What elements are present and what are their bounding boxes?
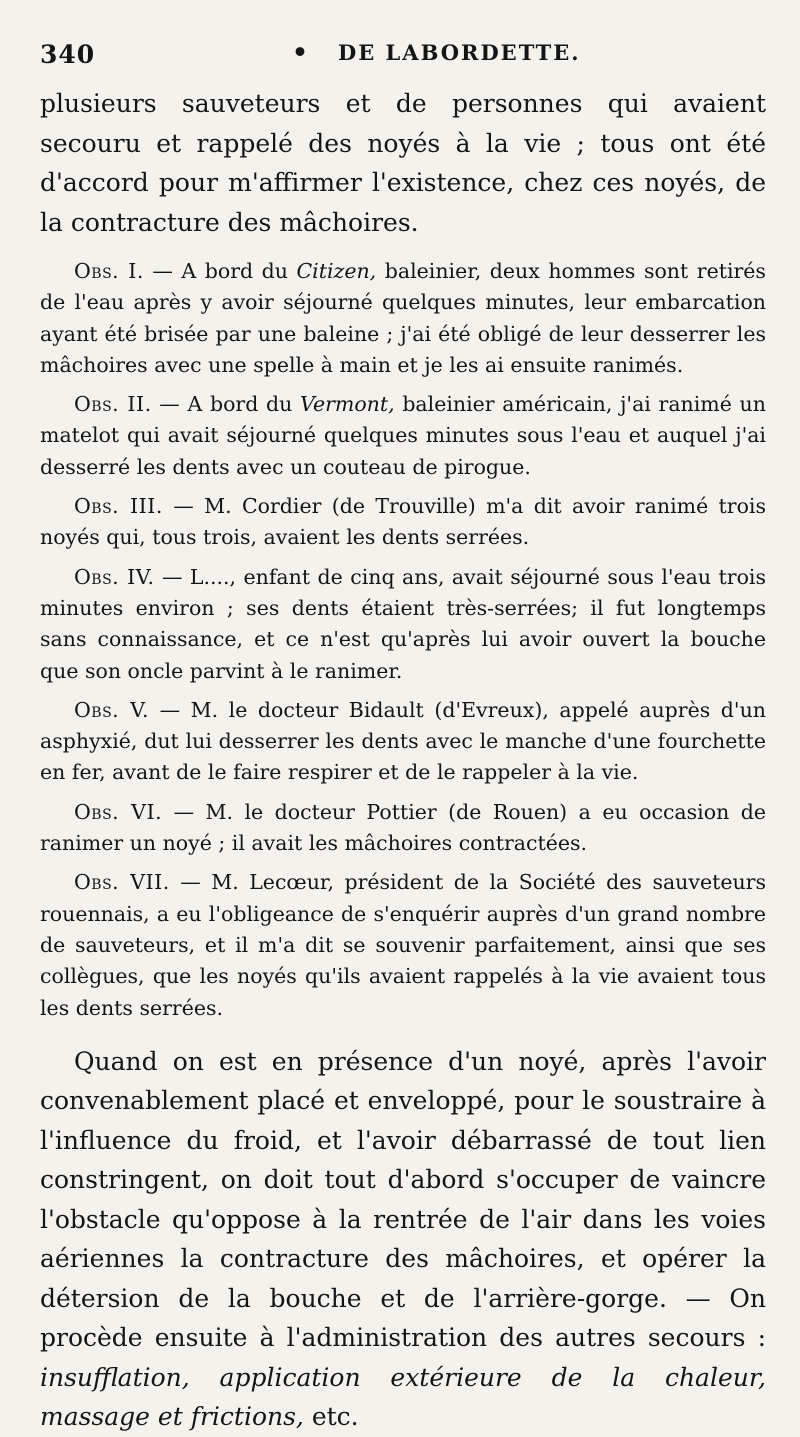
running-header <box>40 40 780 76</box>
observation-text: — M. Cordier (de Trouville) m'a dit avoir ranimé trois noyés qui, tous trois, avaient les dents serrées. <box>40 494 767 550</box>
observation-text: baleinier américain, j'ai ranimé un matelot qui avait séjourné quelques minutes sous l'eau et auquel j'ai desserré les dents avec un couteau de pirogue. <box>40 392 766 479</box>
observation-label: Obs. VII. <box>74 870 170 895</box>
observation-text: — M. le docteur Bidault (d'Evreux), appelé auprès d'un asphyxié, dut lui desserrer les dents avec le manche d'une fourchette en fer, avant de le faire respirer et de le rappeler à la vie. <box>40 697 766 785</box>
observation-3 <box>40 491 766 554</box>
intro-paragraph: plusieurs sauveteurs et de personnes qui avaient secouru et rappelé des noyés à la vie ; tous ont été d'accord pour m'affirmer l'existence, chez ces noyés, de la contracture des mâchoires. <box>40 89 766 237</box>
page-body <box>40 84 766 1437</box>
observation-2 <box>40 389 766 483</box>
observation-label: Obs. II. <box>74 392 152 417</box>
header-mark: • <box>292 38 308 67</box>
observation-label: Obs. III. <box>74 494 163 519</box>
ship-name: Citizen, <box>296 259 377 283</box>
page-number: 340 <box>40 40 96 69</box>
observation-6 <box>40 797 766 860</box>
observation-text: — A bord du <box>159 392 293 417</box>
final-italic-2: massage et frictions, <box>40 1402 304 1432</box>
final-text: Quand on est en présence d'un noyé, après l'avoir convenablement placé et enveloppé, pour le soustraire à l'influence du froid, et l'avoir débarrassé de tout lien constringent, on doit tout d'abord s'occuper de vaincre l'obstacle qu'oppose à la rentrée de l'air dans les voies aériennes la contracture des mâchoires, et opérer la détersion de la bouche et de l'arrière-gorge. — On procède ensuite à l'administration des autres secours : <box>40 1046 766 1353</box>
observation-text: — A bord du <box>152 259 288 283</box>
observation-text: — M. Lecœur, président de la Société des sauveteurs rouennais, a eu l'obligeance de s'enquérir auprès d'un grand nombre de sauveteurs, et il m'a dit se souvenir parfaitement, ainsi que ses collègues, que les noyés qu'ils avaient rappelés à la vie avaient tous les dents serrées. <box>40 870 766 1020</box>
ship-name: Vermont, <box>300 392 395 417</box>
final-etc: etc. <box>311 1402 359 1432</box>
final-italic-1: insufflation, application extérieure de la chaleur, <box>40 1362 766 1392</box>
observation-1 <box>40 256 766 381</box>
observation-text: — L...., enfant de cinq ans, avait séjourné sous l'eau trois minutes environ ; ses dents étaient très-serrées; il fut longtemps sans connaissance, et ce n'est qu'après lui avoir ouvert la bouche que son oncle parvint à le ranimer. <box>40 564 766 683</box>
observation-label: Obs. I. <box>74 259 144 283</box>
observation-label: Obs. VI. <box>74 799 163 824</box>
running-title: DE LABORDETTE. <box>338 40 581 65</box>
observation-label: Obs. V. <box>74 697 149 722</box>
final-paragraph <box>40 1042 766 1437</box>
observation-4 <box>40 562 766 687</box>
observation-7 <box>40 867 766 1023</box>
observation-5 <box>40 695 766 789</box>
observation-text: baleinier, deux hommes sont retirés de l'eau après y avoir séjourné quelques minutes, leur embarcation ayant été brisée par une baleine ; j'ai été obligé de leur desserrer les mâchoires avec une spelle à main et je les ai ensuite ranimés. <box>40 259 766 377</box>
observation-label: Obs. IV. <box>74 564 155 589</box>
observation-text: — M. le docteur Pottier (de Rouen) a eu occasion de ranimer un noyé ; il avait les mâchoires contractées. <box>40 799 766 856</box>
